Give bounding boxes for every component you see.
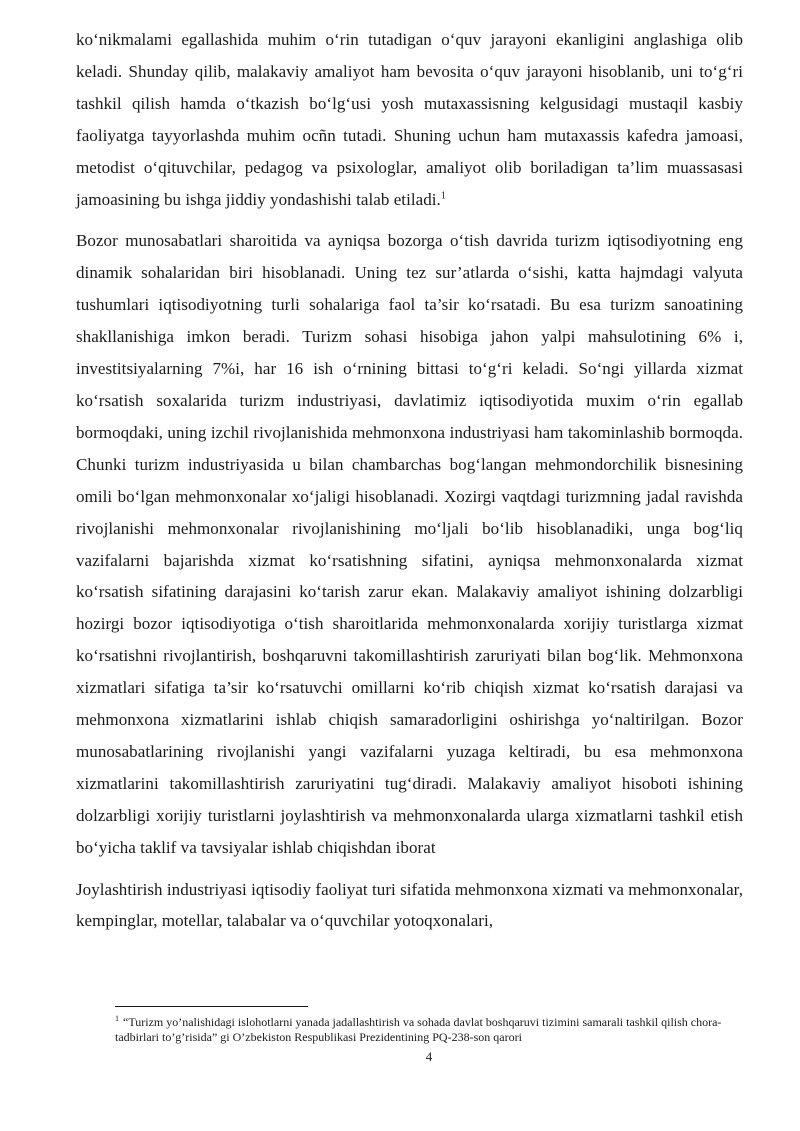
paragraph-2-text: Bozor munosabatlari sharoitida va ayniqsa bozorga o‘tish davrida turizm iqtisodiyotning eng dinamik sohalaridan biri hisoblanadi. Uning tez sur’atlarda o‘sishi, katta hajmdagi valyuta tushumlari iqtisodiyotning turli sohalariga faol ta’sir ko‘rsatadi. Bu esa turizm sanoatining shakllanishiga imkon beradi. Turizm sohasi hisobiga jahon yalpi mahsulotining 6% i, investitsiyalarning 7%i, har 16 ish o‘rnining bittasi to‘g‘ri keladi. So‘ngi yillarda xizmat ko‘rsatish soxalarida turizm industriyasi, davlatimiz iqtisodiyotida muxim o‘rin egallab bormoqdaki, uning izchil rivojlanishida mehmonxona industriyasi ham takominlashib bormoqda. Chunki turizm industriyasida u bilan chambarchas bog‘langan mehmondorchilik bisnesining omili bo‘lgan mehmonxonalar xo‘jaligi hisoblanadi. Xozirgi vaqtdagi turizmning jadal ravishda rivojlanishi mehmonxonalar rivojlanishining mo‘ljali bo‘lib hisoblanadiki, unga bog‘liq vazifalarni bajarishda xizmat ko‘rsatishning sifatini, ayniqsa mehmonxonalarda xizmat ko‘rsatish sifatining darajasini ko‘tarish zarur ekan. Malakaviy amaliyot ishining dolzarbligi hozirgi bozor iqtisodiyotiga o‘tish sharoitlarida mehmonxonalarda xorijiy turistlarga xizmat ko‘rsatishni rivojlantirish, boshqaruvni takomillashtirish zaruriyati bilan bog‘lik. Mehmonxona xizmatlari sifatiga ta’sir ko‘rsatuvchi omillarni ko‘rib chiqish xizmat ko‘rsatish darajasi va mehmonxona xizmatlarini ishlab chiqish samaradorligini oshirishga yo‘naltirilgan. Bozor munosabatlarining rivojlanishi yangi vazifalarni yuzaga keltiradi, bu esa mehmonxona xizmatlarini takomillashtirish zaruriyatini tug‘diradi. Malakaviy amaliyot hisoboti ishining dolzarbligi xorijiy turistlarni joylashtirish va mehmonxonalarda ularga xizmatlarni tashkil etish bo‘yicha taklif va tavsiyalar ishlab chiqishdan iborat <box>76 231 743 857</box>
body-paragraph-2 <box>76 225 743 863</box>
paragraph-1-text: ko‘nikmalami egallashida muhim o‘rin tutadigan o‘quv jarayoni ekanligini anglashiga olib keladi. Shunday qilib, malakaviy amaliyot ham bevosita o‘quv jarayoni hisoblanib, uni to‘g‘ri tashkil qilish hamda o‘tkazish bo‘lg‘usi yosh mutaxassisning kelgusidagi mustaqil kasbiy faoliyatga tayyorlashda muhim ocñn tutadi. Shuning uchun ham mutaxassis kafedra jamoasi, metodist o‘qituvchilar, pedagog va psixologlar, amaliyot olib boriladigan ta’lim muassasasi jamoasining bu ishga jiddiy yondashishi talab etiladi. <box>76 30 743 209</box>
body-paragraph-1 <box>76 24 743 215</box>
footnote-marker: 1 <box>115 1014 119 1023</box>
document-page <box>76 24 743 947</box>
page-number: 4 <box>425 1049 433 1064</box>
body-paragraph-3 <box>76 874 743 938</box>
footnote-separator <box>115 1006 308 1007</box>
footnote-text: “Turizm yo’nalishidagi islohotlarni yanada jadallashtirish va sohada davlat boshqaruvi tizimini samarali tashkil qilish chora-tadbirlari to’g’risida” gi O’zbekiston Respublikasi Prezidentining PQ-238-son qarori <box>115 1015 722 1044</box>
paragraph-3-text: Joylashtirish industriyasi iqtisodiy faoliyat turi sifatida mehmonxona xizmati va mehmonxonalar, kempinglar, motellar, talabalar va o‘quvchilar yotoqxonalari, <box>76 879 744 931</box>
footnote-reference[interactable]: 1 <box>440 189 446 201</box>
footnote <box>115 1015 745 1045</box>
